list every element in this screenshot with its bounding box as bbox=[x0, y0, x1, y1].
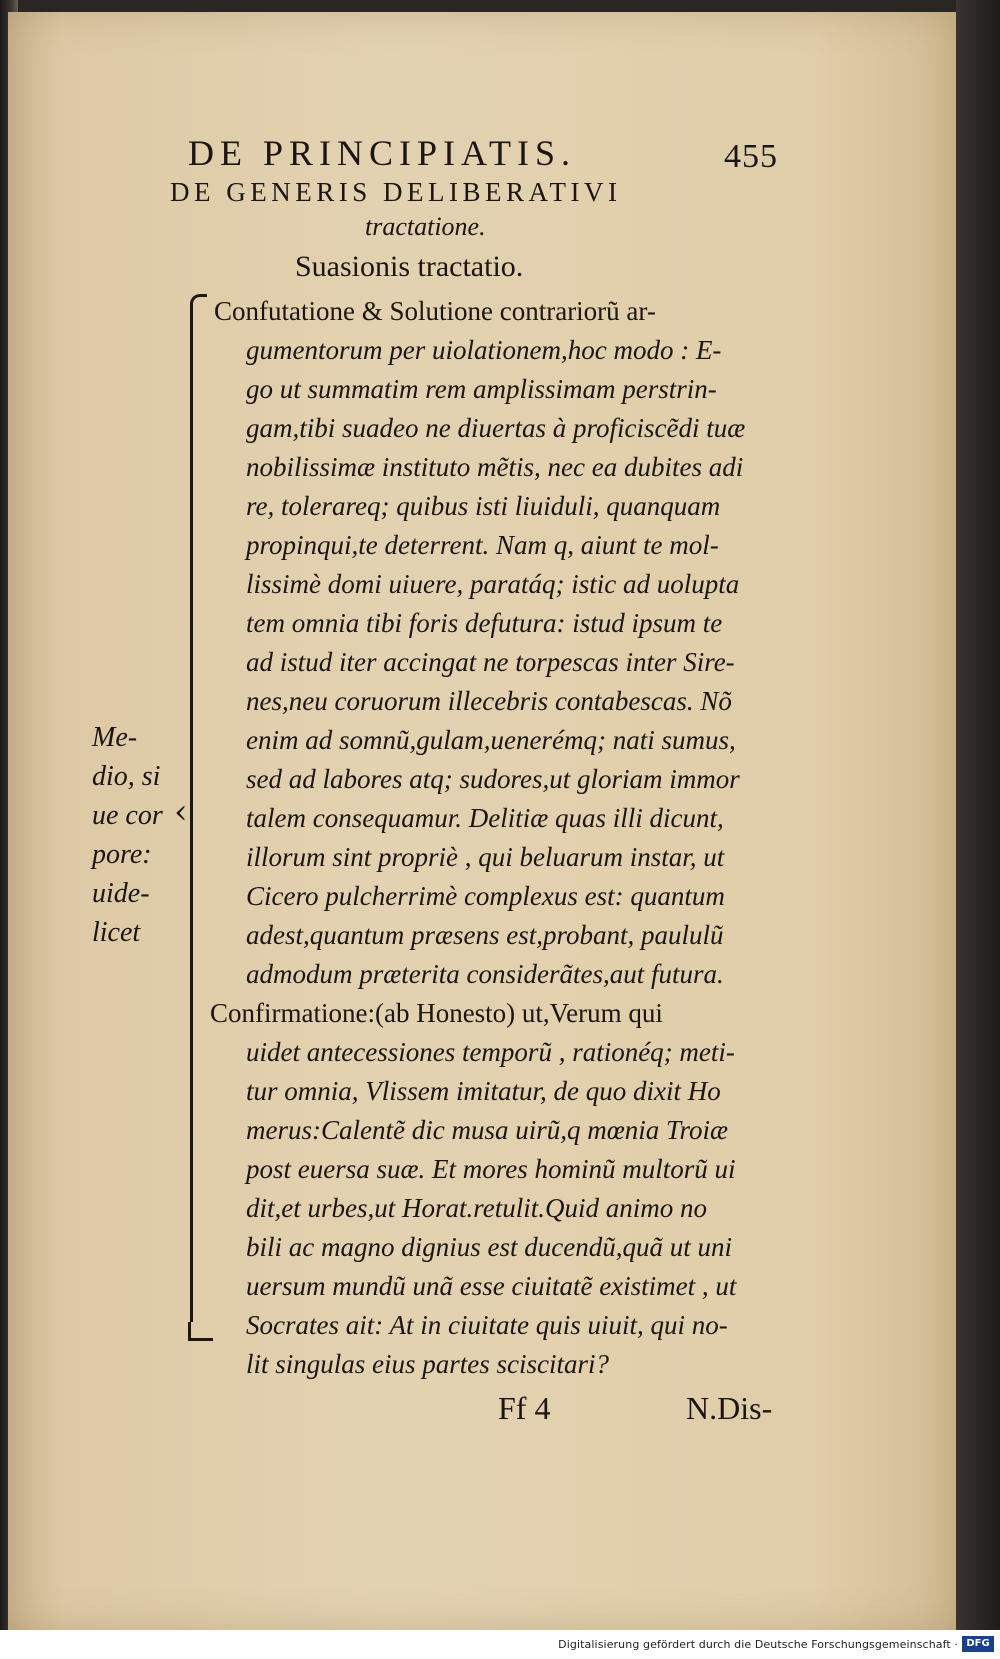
catchword: N.Dis- bbox=[686, 1390, 773, 1426]
body-line: enim ad somnũ,gulam,uenerémq; nati sumus, bbox=[246, 725, 736, 755]
body-line: nes,neu coruorum illecebris contabescas. Nõ bbox=[246, 686, 732, 716]
page-number: 455 bbox=[724, 138, 778, 175]
body-line: sed ad labores atq; sudores,ut gloriam immor bbox=[246, 764, 740, 794]
margin-note-line: dio, si bbox=[92, 761, 161, 792]
bracket-line bbox=[190, 316, 193, 1322]
body-line: tur omnia, Vlissem imitatur, de quo dixit Ho bbox=[246, 1076, 721, 1106]
body-line: nobilissimæ instituto mẽtis, nec ea dubites adi bbox=[246, 452, 744, 482]
running-title: DE PRINCIPIATIS. bbox=[188, 133, 577, 173]
body-line: Socrates ait: At in ciuitate quis uiuit, qui no- bbox=[246, 1310, 728, 1340]
body-line: uidet antecessiones temporũ , rationéq; meti- bbox=[246, 1037, 735, 1067]
body-line: re, tolerareq; quibus isti liuiduli, quanquam bbox=[246, 491, 721, 521]
margin-note-line: Me- bbox=[92, 722, 138, 753]
footer-credit: Digitalisierung gefördert durch die Deutsche Forschungsgemeinschaft · bbox=[558, 1638, 958, 1651]
body-line: post euersa suæ. Et mores hominũ multorũ ui bbox=[246, 1154, 736, 1184]
body-line: ad istud iter accingat ne torpescas inter Sire- bbox=[246, 647, 735, 677]
body-line: lit singulas eius partes sciscitari? bbox=[246, 1349, 610, 1379]
margin-note-line: pore: bbox=[92, 839, 152, 870]
body-line: lissimè domi uiuere, paratáq; istic ad uolupta bbox=[246, 569, 740, 599]
body-line: Confutatione & Solutione contrariorũ ar- bbox=[214, 296, 656, 326]
margin-note-line: uide- bbox=[92, 878, 150, 909]
bracket-bottom bbox=[188, 1322, 213, 1341]
margin-note-line: licet bbox=[92, 917, 141, 948]
body-line: tem omnia tibi foris defutura: istud ipsum te bbox=[246, 608, 723, 638]
margin-note-line: ue cor bbox=[92, 800, 163, 831]
section-title-continued: tractatione. bbox=[365, 212, 486, 241]
body-line: illorum sint propriè , qui beluarum instar, ut bbox=[246, 842, 725, 872]
page-edge-shadow bbox=[956, 0, 1000, 1659]
body-line: talem consequamur. Delitiæ quas illi dicunt, bbox=[246, 803, 724, 833]
body-line: gumentorum per uiolationem,hoc modo : E- bbox=[246, 335, 722, 365]
body-line: go ut summatim rem amplissimam perstrin- bbox=[246, 374, 717, 404]
section-title: DE GENERIS DELIBERATIVI bbox=[170, 177, 622, 207]
body-line: uersum mundũ unã esse ciuitatẽ existimet , ut bbox=[246, 1271, 737, 1301]
body-line: admodum præterita considerãtes,aut futura. bbox=[246, 959, 724, 989]
body-line: merus:Calentẽ dic musa uirũ,q mœnia Troiæ bbox=[246, 1115, 729, 1145]
body-line: dit,et urbes,ut Horat.retulit.Quid animo no bbox=[246, 1193, 707, 1223]
subsection-title: Suasionis tractatio. bbox=[295, 250, 524, 283]
body-line: propinqui,te deterrent. Nam q, aiunt te mol- bbox=[246, 530, 719, 560]
body-line: gam,tibi suadeo ne diuertas à proficiscẽdi tuæ bbox=[246, 413, 746, 443]
body-line: Confirmatione:(ab Honesto) ut,Verum qui bbox=[210, 998, 663, 1028]
body-line: adest,quantum præsens est,probant, paululũ bbox=[246, 920, 724, 950]
signature-mark: Ff 4 bbox=[498, 1390, 551, 1426]
body-line: Cicero pulcherrimè complexus est: quantum bbox=[246, 881, 725, 911]
body-line: bili ac magno dignius est ducendũ,quã ut uni bbox=[246, 1232, 732, 1262]
dfg-logo: DFG bbox=[962, 1636, 994, 1652]
margin-brace-point: ‹ bbox=[174, 792, 188, 832]
